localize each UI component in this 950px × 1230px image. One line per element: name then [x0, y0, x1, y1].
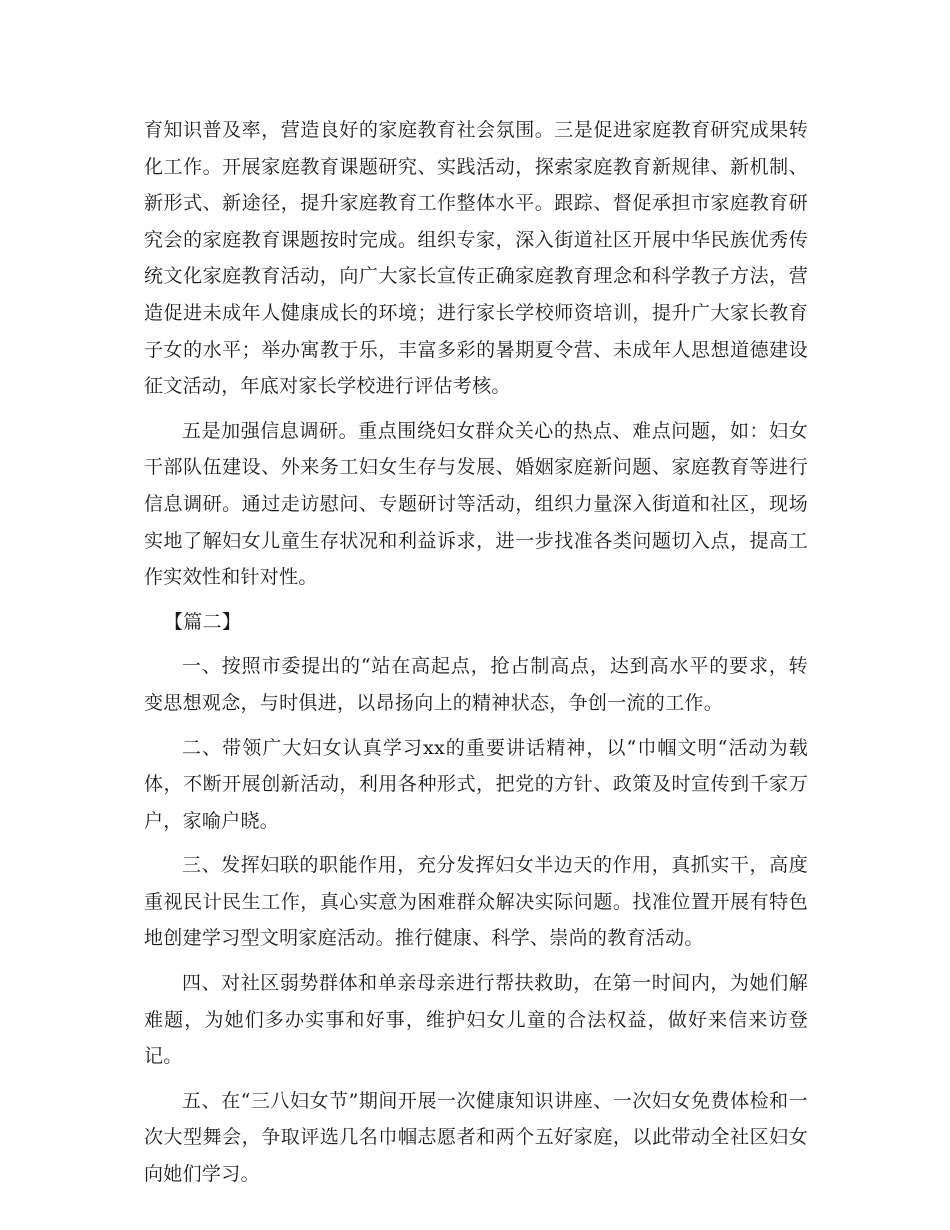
section-item-3: 三、发挥妇联的职能作用，充分发挥妇女半边天的作用，真抓实干，高度重视民计民生工作，真心实意为困难群众解决实际问题。找准位置开展有特色地创建学习型文明家庭活动。推行健康、科学、崇尚的教育活动。: [144, 854, 808, 950]
section-heading: 【篇二】: [164, 610, 242, 633]
section-item-2: 二、带领广大妇女认真学习xx的重要讲话精神，以“巾帼文明“活动为载体，不断开展创新活动，利用各种形式，把党的方针、政策及时宣传到千家万户，家喻户晓。: [144, 736, 808, 832]
section-item-4: 四、对社区弱势群体和单亲母亲进行帮扶救助，在第一时间内，为她们解难题，为她们多办实事和好事，维护妇女儿童的合法权益，做好来信来访登记。: [144, 972, 808, 1068]
paragraph-continuation: 育知识普及率，营造良好的家庭教育社会氛围。三是促进家庭教育研究成果转化工作。开展家庭教育课题研究、实践活动，探索家庭教育新规律、新机制、新形式、新途径，提升家庭教育工作整体水平。跟踪、督促承担市家庭教育研究会的家庭教育课题按时完成。组织专家，深入街道社区开展中华民族优秀传统文化家庭教育活动，向广大家长宣传正确家庭教育理念和科学教子方法，营造促进未成年人健康成长的环境；进行家长学校师资培训，提升广大家长教育子女的水平；举办寓教于乐，丰富多彩的暑期夏令营、未成年人思想道德建设征文活动，年底对家长学校进行评估考核。: [144, 119, 808, 398]
document-body: [144, 112, 808, 1201]
section-item-5: 五、在“三八妇女节”期间开展一次健康知识讲座、一次妇女免费体检和一次大型舞会，争取评选几名巾帼志愿者和两个五好家庭，以此带动全社区妇女向她们学习。: [144, 1089, 808, 1186]
section-item-1: 一、按照市委提出的“站在高起点，抢占制高点，达到高水平的要求，转变思想观念，与时俱进，以昂扬向上的精神状态，争创一流的工作。: [144, 655, 808, 714]
paragraph-information-research: 五是加强信息调研。重点围绕妇女群众关心的热点、难点问题，如：妇女干部队伍建设、外来务工妇女生存与发展、婚姻家庭新问题、家庭教育等进行信息调研。通过走访慰问、专题研讨等活动，组织力量深入街道和社区，现场实地了解妇女儿童生存状况和利益诉求，进一步找准各类问题切入点，提高工作实效性和针对性。: [144, 419, 808, 589]
